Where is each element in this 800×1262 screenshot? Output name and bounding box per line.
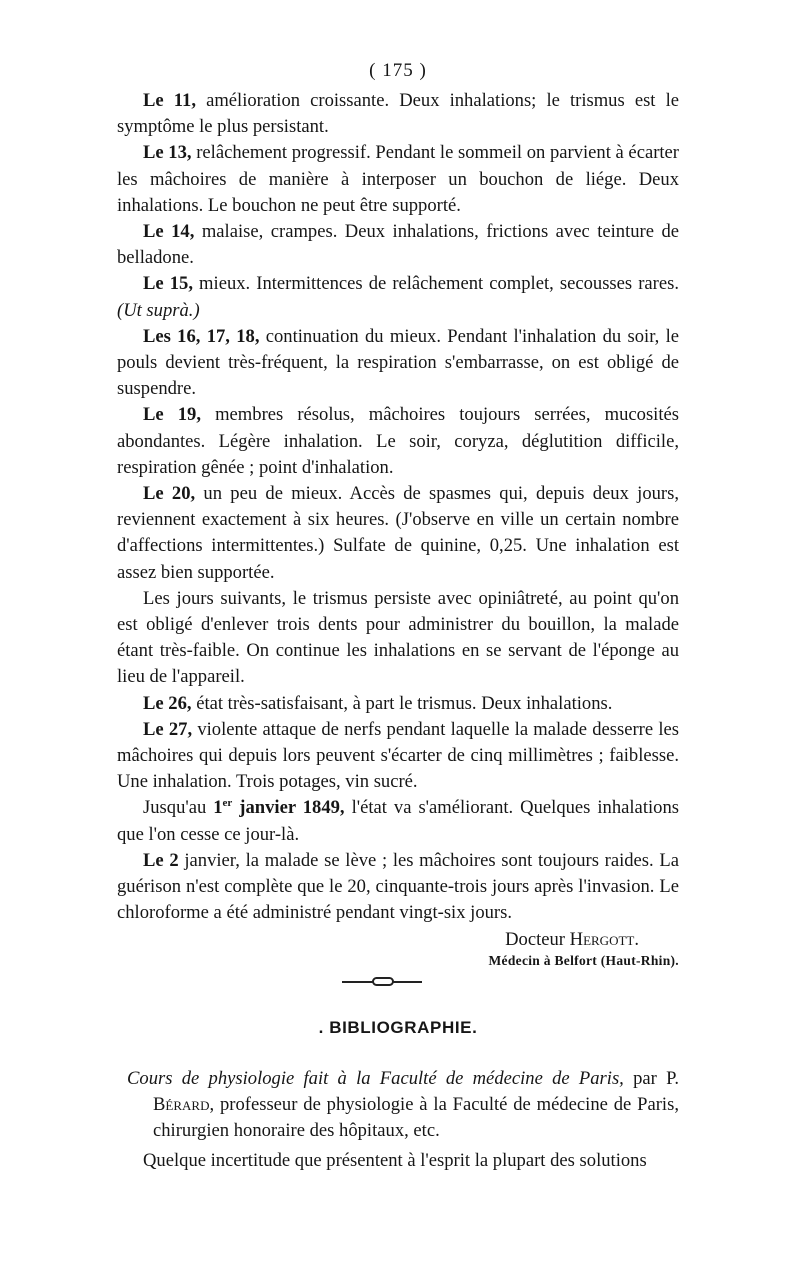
entry-date: Le 26, <box>143 692 192 714</box>
paragraph <box>117 140 679 219</box>
paragraph <box>117 586 679 691</box>
entry-text: amélioration croissante. Deux inhalations; le trismus est le symptôme le plus persistant. <box>117 90 679 138</box>
ornamental-divider <box>342 976 422 988</box>
reference-title: Cours de physiologie fait à la Faculté de médecine de Paris, <box>127 1067 624 1089</box>
paragraph <box>117 691 679 717</box>
entry-italic-note: (Ut suprà.) <box>117 299 200 321</box>
paragraph-january <box>117 795 679 847</box>
date-superscript: er <box>222 797 233 810</box>
date-number: 1 <box>213 797 223 819</box>
signature-affiliation: Médecin à Belfort (Haut-Rhin). <box>488 952 679 968</box>
signature-prefix: Docteur <box>505 928 570 950</box>
paragraph <box>117 88 679 140</box>
bibliography-reference <box>127 1066 679 1145</box>
entry-date: Le 20, <box>143 483 196 505</box>
signature <box>117 927 679 952</box>
entry-text: état très-satisfaisant, à part le trismus. Deux inhalations. <box>191 692 613 714</box>
entry-date: Le 2 <box>143 849 179 871</box>
entry-text: Jusqu'au <box>143 797 214 819</box>
entry-date: Le 13, <box>143 142 192 164</box>
entry-text: l'état va s'améliorant. Quelques inhalations que l'on cesse ce jour-là. <box>117 797 679 845</box>
entry-date <box>213 797 344 818</box>
entry-date: Le 15, <box>143 273 193 295</box>
entry-date: Le 11, <box>143 90 196 111</box>
entry-text: relâchement progressif. Pendant le sommeil on parvient à écarter les mâchoires de manière à interposer un bouchon de liége. Deux inhalations. Le bouchon ne peut être supporté. <box>117 142 679 216</box>
page-body <box>117 58 679 1174</box>
reference-text: professeur de physiologie à la Faculté de médecine de Paris, chirurgien honoraire des hôpitaux, etc. <box>153 1093 679 1141</box>
page-number: ( 175 ) <box>369 60 427 81</box>
paragraph <box>117 271 679 323</box>
entry-text: membres résolus, mâchoires toujours serrées, mucosités abondantes. Légère inhalation. Le soir, coryza, déglutition difficile, respiration gênée ; point d'inhalation. <box>117 404 680 478</box>
entry-date: Le 14, <box>143 221 195 243</box>
paragraph <box>117 481 679 586</box>
paragraph <box>117 402 679 481</box>
case-notes <box>117 88 679 927</box>
paragraph <box>117 324 679 403</box>
entry-text: continuation du mieux. Pendant l'inhalation du soir, le pouls devient très-fréquent, la respiration s'embarrasse, on est obligé de suspendre. <box>117 325 679 400</box>
entry-date: Le 19, <box>143 404 201 426</box>
date-rest: janvier 1849, <box>232 797 345 819</box>
reference-text: par P. <box>623 1067 679 1089</box>
entry-text: Les jours suivants, le trismus persiste avec opiniâtreté, au point qu'on est obligé d'enlever trois dents pour administrer du bouillon, la malade étant très-faible. On continue les inhalations en se servant de l'éponge au lieu de l'appareil. <box>117 587 679 688</box>
reference-author: Bérard, <box>153 1093 215 1115</box>
paragraph <box>117 717 679 796</box>
entry-text: un peu de mieux. Accès de spasmes qui, depuis deux jours, reviennent exactement à six heures. (J'observe en ville un certain nombre d'affections intermittentes.) Sulfate de quinine, 0,25. Une inhalation est assez bien supportée. <box>117 483 680 583</box>
signature-name: Hergott. <box>569 928 639 950</box>
entry-text: violente attaque de nerfs pendant laquelle la malade desserre les mâchoires qui depuis lors peuvent s'écarter de cinq millimètres ; faiblesse. Une inhalation. Trois potages, vin sucré. <box>117 718 679 793</box>
entry-text: malaise, crampes. Deux inhalations, frictions avec teinture de belladone. <box>117 221 680 269</box>
paragraph <box>117 219 679 271</box>
entry-date: Le 27, <box>143 718 193 740</box>
last-line: Quelque incertitude que présentent à l'esprit la plupart des solutions <box>143 1150 647 1172</box>
divider-ornament-icon <box>372 977 394 986</box>
entry-date: Les 16, 17, 18, <box>143 325 260 347</box>
section-title: . BIBLIOGRAPHIE. <box>318 1017 478 1037</box>
paragraph-jan2 <box>117 848 679 927</box>
entry-text: janvier, la malade se lève ; les mâchoires sont toujours raides. La guérison n'est complète que le 20, cinquante-trois jours après l'invasion. Le chloroforme a été administré pendant vingt-six jours. <box>117 849 679 924</box>
entry-text: mieux. Intermittences de relâchement complet, secousses rares. <box>192 273 679 295</box>
